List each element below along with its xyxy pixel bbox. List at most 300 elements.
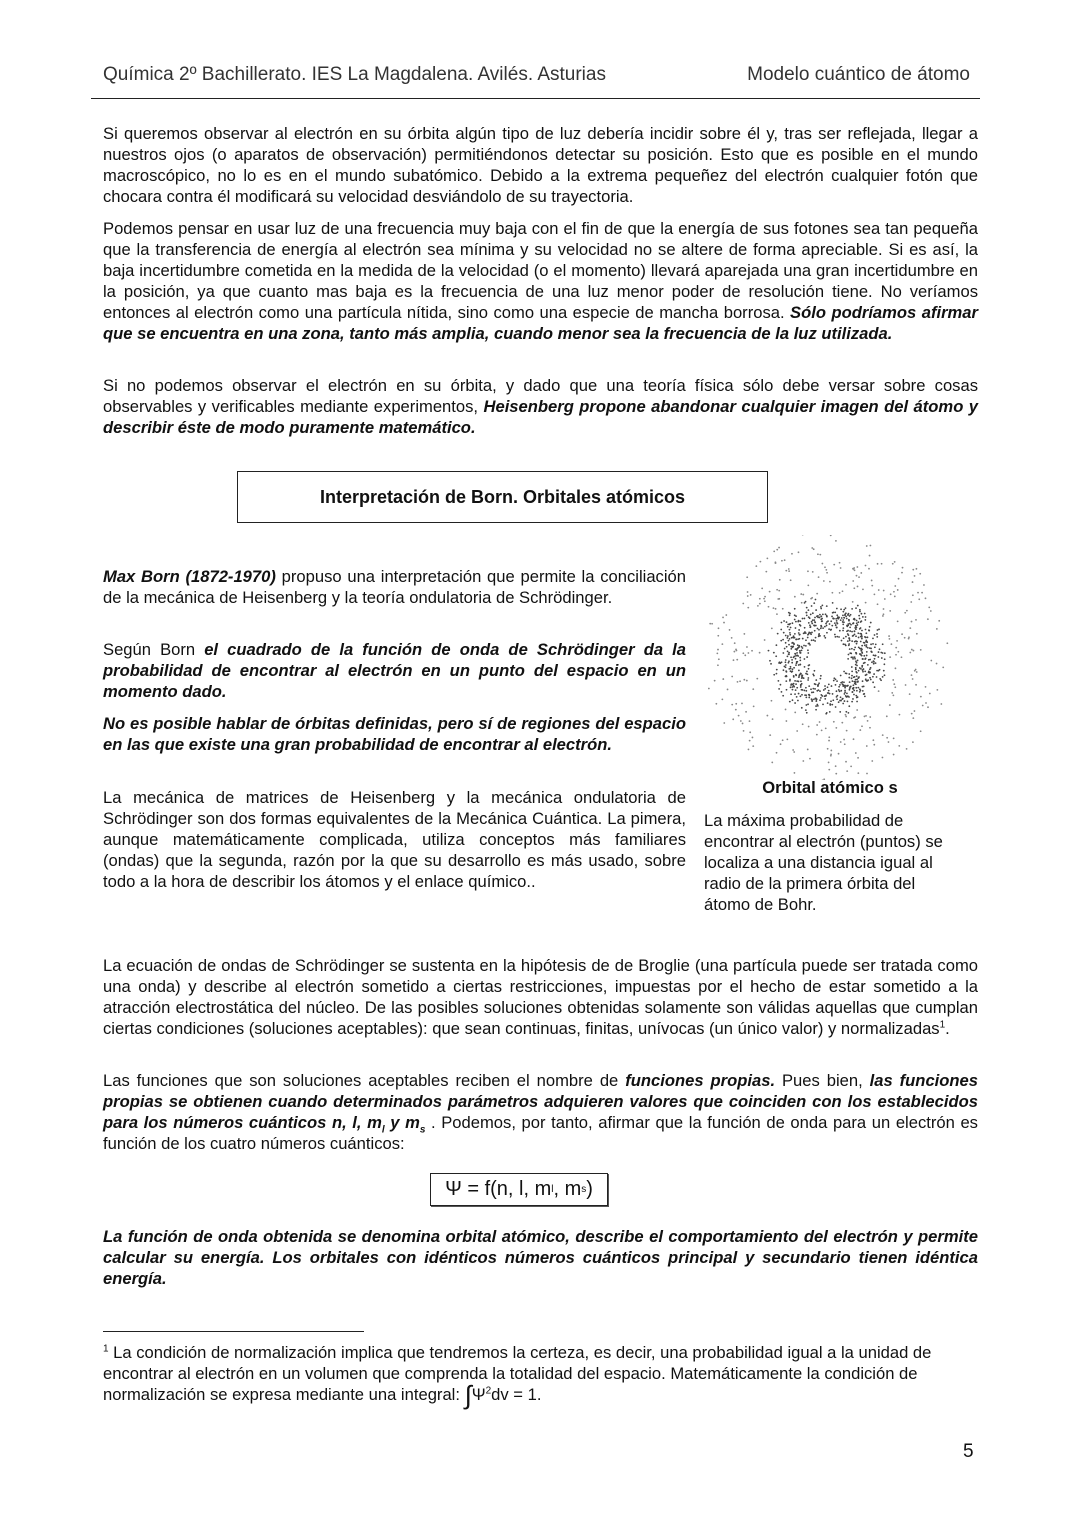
probability-dot (846, 685, 848, 687)
probability-dot (769, 591, 771, 593)
probability-dot (788, 653, 790, 655)
probability-dot (783, 669, 785, 671)
probability-dot (855, 695, 857, 697)
probability-dot (870, 648, 872, 650)
probability-dot (818, 635, 820, 637)
probability-dot (856, 701, 858, 703)
probability-dot (889, 610, 891, 612)
probability-dot (781, 560, 783, 562)
probability-dot (857, 621, 859, 623)
probability-dot (922, 705, 924, 707)
probability-dot (866, 773, 868, 775)
probability-dot (890, 593, 892, 595)
probability-dot (848, 619, 850, 621)
probability-dot (920, 649, 922, 651)
probability-dot (854, 633, 856, 635)
probability-dot (872, 739, 874, 741)
probability-dot (854, 676, 856, 678)
probability-dot (872, 676, 874, 678)
probability-dot (905, 684, 907, 686)
probability-dot (718, 627, 720, 629)
probability-dot (850, 686, 852, 688)
probability-dot (752, 745, 754, 747)
probability-dot (766, 557, 768, 559)
probability-dot (828, 683, 830, 685)
probability-dot (798, 693, 800, 695)
probability-dot (853, 694, 855, 696)
probability-dot (805, 690, 807, 692)
probability-dot (778, 590, 780, 592)
probability-dot (796, 649, 798, 651)
probability-dot (715, 703, 717, 705)
probability-dot (814, 688, 816, 690)
probability-dot (789, 623, 791, 625)
probability-dot (761, 587, 763, 589)
probability-dot (861, 648, 863, 650)
probability-dot (825, 569, 827, 571)
probability-dot (879, 648, 881, 650)
probability-dot (785, 570, 787, 572)
probability-dot (815, 705, 817, 707)
formula-mid: , m (553, 1178, 582, 1200)
probability-dot (842, 698, 844, 700)
probability-dot (819, 699, 821, 701)
probability-dot (897, 620, 899, 622)
probability-dot (836, 690, 838, 692)
probability-dot (779, 661, 781, 663)
probability-dot (882, 757, 884, 759)
probability-dot (854, 716, 856, 718)
probability-dot (851, 608, 853, 610)
probability-dot (936, 663, 938, 665)
probability-dot (782, 608, 784, 610)
probability-dot (844, 685, 846, 687)
probability-dot (870, 545, 872, 547)
probability-dot (895, 654, 897, 656)
probability-dot (873, 654, 875, 656)
probability-dot (847, 640, 849, 642)
probability-dot (883, 670, 885, 672)
probability-dot (846, 618, 848, 620)
conclusion-paragraph: La función de onda obtenida se denomina orbital atómico, describe el comportamiento del electrón y permite calcular su energía. Los orbitales con idénticos números cuánticos principal y secundario tienen idéntica energía. (103, 1227, 978, 1288)
probability-dot (790, 656, 792, 658)
probability-dot (815, 700, 817, 702)
probability-dot (865, 565, 867, 567)
probability-dot (804, 618, 806, 620)
probability-dot (843, 609, 845, 611)
probability-dot (799, 657, 801, 659)
probability-dot (782, 739, 784, 741)
probability-dot (893, 737, 895, 739)
probability-dot (791, 659, 793, 661)
probability-dot (800, 685, 802, 687)
probability-dot (830, 620, 832, 622)
probability-dot (866, 545, 868, 547)
probability-dot (752, 688, 754, 690)
probability-dot (789, 629, 791, 631)
probability-dot (800, 672, 802, 674)
probability-dot (911, 674, 913, 676)
text-run: Pues bien, (775, 1071, 870, 1090)
probability-dot (780, 684, 782, 686)
wavefunction-formula: Ψ = f(n, l, m l , m s ) (430, 1173, 608, 1206)
probability-dot (821, 695, 823, 697)
probability-dot (830, 753, 832, 755)
probability-dot (801, 649, 803, 651)
probability-dot (938, 620, 940, 622)
probability-dot (786, 646, 788, 648)
probability-dot (834, 622, 836, 624)
probability-dot (787, 651, 789, 653)
probability-dot (906, 610, 908, 612)
probability-dot (866, 641, 868, 643)
probability-dot (807, 677, 809, 679)
probability-dot (855, 660, 857, 662)
probability-dot (798, 645, 800, 647)
figure-title: Orbital atómico s (762, 778, 898, 797)
probability-dot (834, 636, 836, 638)
probability-dot (868, 630, 870, 632)
probability-dot (811, 632, 813, 634)
probability-dot (851, 675, 853, 677)
probability-dot (798, 551, 800, 553)
probability-dot (909, 693, 911, 695)
paragraph (103, 713, 686, 755)
probability-dot (831, 616, 833, 618)
probability-dot (927, 706, 929, 708)
probability-dot (865, 674, 867, 676)
probability-dot (807, 679, 809, 681)
probability-dot (872, 681, 874, 683)
probability-dot (866, 651, 868, 653)
probability-dot (778, 688, 780, 690)
probability-dot (789, 680, 791, 682)
probability-dot (904, 612, 906, 614)
probability-dot (793, 656, 795, 658)
probability-dot (856, 620, 858, 622)
probability-dot (808, 668, 810, 670)
probability-dot (921, 592, 923, 594)
probability-dot (862, 680, 864, 682)
probability-dot (876, 636, 878, 638)
probability-dot (801, 683, 803, 685)
probability-dot (878, 670, 880, 672)
probability-dot (846, 770, 848, 772)
probability-dot (777, 633, 779, 635)
probability-dot (864, 716, 866, 718)
probability-dot (849, 640, 851, 642)
probability-dot (822, 627, 824, 629)
probability-dot (846, 625, 848, 627)
probability-dot (877, 656, 879, 658)
probability-dot (798, 634, 800, 636)
text-run: propuso una interpretación que permite la conciliación de la mecánica de Heisenberg y la teoría ondulatoria de Schrödinger. (103, 567, 686, 607)
probability-dot (845, 716, 847, 718)
probability-dot (836, 680, 838, 682)
probability-dot (831, 625, 833, 627)
probability-dot (858, 646, 860, 648)
probability-dot (815, 609, 817, 611)
probability-dot (912, 741, 914, 743)
probability-dot (852, 601, 854, 603)
probability-dot (779, 579, 781, 581)
probability-dot (914, 575, 916, 577)
probability-dot (827, 686, 829, 688)
probability-dot (791, 553, 793, 555)
probability-dot (840, 675, 842, 677)
probability-dot (878, 589, 880, 591)
probability-dot (854, 656, 856, 658)
formula-lhs: Ψ = f(n, l, m (445, 1178, 552, 1200)
probability-dot (843, 739, 845, 741)
probability-dot (803, 677, 805, 679)
probability-dot (856, 643, 858, 645)
probability-dot (785, 720, 787, 722)
probability-dot (823, 635, 825, 637)
formula-rhs: ) (586, 1178, 593, 1200)
probability-dot (740, 720, 742, 722)
probability-dot (829, 711, 831, 713)
probability-dot (828, 690, 830, 692)
probability-dot (750, 594, 752, 596)
probability-dot (856, 675, 858, 677)
probability-dot (812, 691, 814, 693)
probability-dot (788, 640, 790, 642)
probability-dot (769, 660, 771, 662)
probability-dot (859, 609, 861, 611)
probability-dot (831, 685, 833, 687)
probability-dot (801, 707, 803, 709)
probability-dot (845, 672, 847, 674)
probability-dot (862, 588, 864, 590)
probability-dot (788, 662, 790, 664)
probability-dot (841, 617, 843, 619)
probability-dot (827, 702, 829, 704)
probability-dot (848, 637, 850, 639)
probability-dot (819, 678, 821, 680)
probability-dot (815, 637, 817, 639)
probability-dot (798, 629, 800, 631)
probability-dot (855, 625, 857, 627)
probability-dot (820, 606, 822, 608)
probability-dot (844, 700, 846, 702)
probability-dot (737, 681, 739, 683)
text-run: Sólo podríamos afirmar que se encuentra en una zona, tanto más amplia, cuando menor sea la frecuencia de la luz utilizada. (103, 303, 978, 343)
probability-dot (821, 563, 823, 565)
probability-dot (855, 607, 857, 609)
text-run: La mecánica de matrices de Heisenberg y la mecánica ondulatoria de Schrödinger son dos formas equivalentes de la Mecánica Cuántica. La pimera, aunque matemáticamente complicada, utiliza conceptos más familiares (ondas) que la segunda, razón por la que su desarrollo es más usado, sobre todo a la hora de describir los átomos y el enlace químico.. (103, 788, 686, 891)
probability-dot (882, 615, 884, 617)
probability-dot (796, 652, 798, 654)
probability-dot (801, 602, 803, 604)
probability-dot (811, 547, 813, 549)
probability-dot (893, 754, 895, 756)
probability-dot (908, 638, 910, 640)
probability-dot (815, 709, 817, 711)
probability-dot (791, 637, 793, 639)
probability-dot (745, 711, 747, 713)
probability-dot (862, 669, 864, 671)
probability-dot (811, 700, 813, 702)
probability-dot (775, 644, 777, 646)
probability-dot (764, 596, 766, 598)
probability-dot (828, 769, 830, 771)
probability-dot (781, 691, 783, 693)
footnote-rule (103, 1331, 364, 1332)
probability-dot (797, 655, 799, 657)
probability-dot (799, 620, 801, 622)
probability-dot (844, 690, 846, 692)
probability-dot (792, 668, 794, 670)
probability-dot (826, 632, 828, 634)
probability-dot (858, 615, 860, 617)
probability-dot (827, 748, 829, 750)
probability-dot (859, 618, 861, 620)
probability-dot (797, 644, 799, 646)
probability-dot (844, 743, 846, 745)
probability-dot (844, 687, 846, 689)
probability-dot (801, 694, 803, 696)
probability-dot (824, 626, 826, 628)
probability-dot (822, 703, 824, 705)
probability-dot (838, 686, 840, 688)
probability-dot (912, 678, 914, 680)
probability-dot (901, 633, 903, 635)
probability-dot (799, 624, 801, 626)
probability-dot (792, 622, 794, 624)
probability-dot (864, 619, 866, 621)
probability-dot (793, 667, 795, 669)
probability-dot (830, 535, 832, 536)
probability-dot (860, 572, 862, 574)
probability-dot (717, 649, 719, 651)
probability-dot (861, 666, 863, 668)
probability-dot (814, 617, 816, 619)
probability-dot (860, 641, 862, 643)
probability-dot (847, 700, 849, 702)
probability-dot (841, 640, 843, 642)
probability-dot (854, 646, 856, 648)
probability-dot (874, 658, 876, 660)
probability-dot (881, 563, 883, 565)
probability-dot (842, 611, 844, 613)
probability-dot (855, 687, 857, 689)
probability-dot (834, 634, 836, 636)
probability-dot (735, 709, 737, 711)
probability-dot (864, 658, 866, 660)
probability-dot (839, 562, 841, 564)
probability-dot (848, 677, 850, 679)
text-run: Según Born (103, 640, 205, 659)
probability-dot (736, 650, 738, 652)
probability-dot (892, 563, 894, 565)
probability-dot (785, 709, 787, 711)
probability-dot (835, 624, 837, 626)
probability-dot (789, 638, 791, 640)
probability-dot (787, 655, 789, 657)
probability-dot (842, 590, 844, 592)
probability-dot (873, 744, 875, 746)
probability-dot (873, 661, 875, 663)
probability-dot (856, 709, 858, 711)
probability-dot (876, 676, 878, 678)
probability-dot (874, 646, 876, 648)
probability-dot (826, 712, 828, 714)
probability-dot (795, 615, 797, 617)
probability-dot (733, 651, 735, 653)
probability-dot (812, 571, 814, 573)
text-run: Max Born (1872-1970) (103, 567, 276, 586)
probability-dot (795, 664, 797, 666)
probability-dot (849, 681, 851, 683)
probability-dot (776, 613, 778, 615)
probability-dot (865, 679, 867, 681)
probability-dot (853, 690, 855, 692)
probability-dot (855, 671, 857, 673)
probability-dot (802, 760, 804, 762)
probability-dot (823, 689, 825, 691)
footnote (103, 1342, 978, 1411)
probability-dot (836, 627, 838, 629)
probability-dot (857, 772, 859, 774)
probability-dot (936, 628, 938, 630)
probability-dot (808, 726, 810, 728)
probability-dot (817, 617, 819, 619)
probability-dot (810, 614, 812, 616)
probability-dot (849, 630, 851, 632)
probability-dot (871, 580, 873, 582)
probability-dot (795, 655, 797, 657)
probability-dot (893, 591, 895, 593)
probability-dot (830, 750, 832, 752)
probability-dot (836, 608, 838, 610)
probability-dot (795, 689, 797, 691)
probability-dot (888, 741, 890, 743)
probability-dot (785, 670, 787, 672)
paragraph (103, 566, 686, 608)
probability-dot (883, 613, 885, 615)
probability-dot (919, 573, 921, 575)
probability-dot (755, 565, 757, 567)
probability-dot (894, 596, 896, 598)
probability-dot (826, 572, 828, 574)
footnote-mark: 1 (103, 1343, 109, 1355)
probability-dot (920, 696, 922, 698)
probability-dot (833, 564, 835, 566)
probability-dot (827, 620, 829, 622)
probability-dot (789, 632, 791, 634)
probability-dot (858, 637, 860, 639)
footnote-exponent: 2 (485, 1385, 492, 1397)
probability-dot (777, 680, 779, 682)
probability-dot (815, 599, 817, 601)
probability-dot (773, 652, 775, 654)
probability-dot (836, 620, 838, 622)
probability-dot (840, 608, 842, 610)
probability-dot (906, 748, 908, 750)
probability-dot (797, 700, 799, 702)
probability-dot (883, 663, 885, 665)
probability-dot (911, 713, 913, 715)
probability-dot (853, 738, 855, 740)
probability-dot (855, 683, 857, 685)
probability-dot (869, 727, 871, 729)
probability-dot (865, 715, 867, 717)
probability-dot (786, 621, 788, 623)
probability-dot (843, 671, 845, 673)
probability-dot (840, 567, 842, 569)
probability-dot (835, 678, 837, 680)
